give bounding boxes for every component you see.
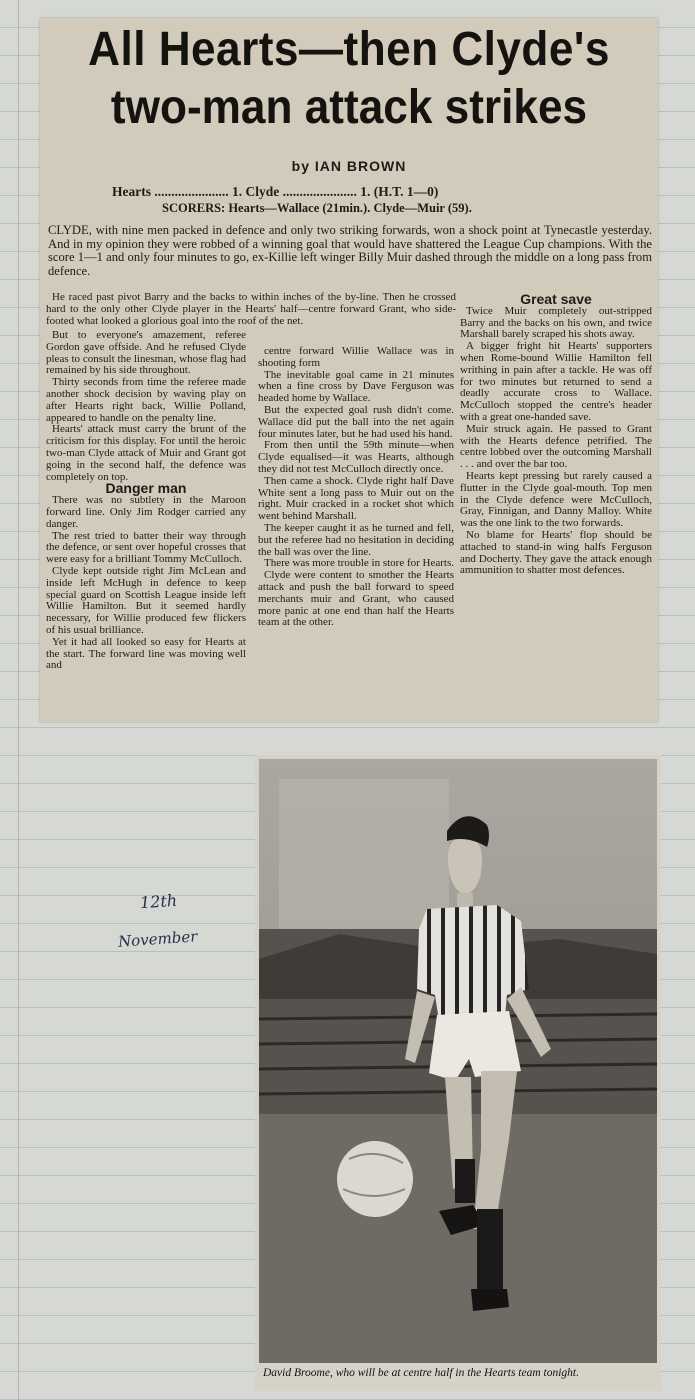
paragraph: Thirty seconds from time the referee made another shock decision by waving play on after Hearts right back, Willie Polland, appeared to handle on the penalty line. [46, 376, 246, 424]
wide-paragraph [46, 292, 456, 327]
scoreline: Hearts ...................... 1. Clyde ...................... 1. (H.T. 1—0) [112, 184, 439, 199]
headline [52, 23, 646, 134]
paragraph: Hearts' attack must carry the brunt of the criticism for this display. For until the heroic two-man Clyde attack of Muir and Grant got going in the second half, the defence was completely on top. [46, 423, 246, 483]
column-3 [460, 291, 652, 577]
footballer-photo [259, 759, 657, 1363]
photo-clipping [255, 755, 661, 1391]
paragraph: The rest tried to batter their way through the defence, or sent over hopeful crosses that were easy for a brilliant Tommy McCulloch. [46, 529, 246, 566]
photo-caption: David Broome, who will be at centre half in the Hearts team tonight. [263, 1367, 579, 1379]
paragraph: The keeper caught it as he turned and fell, but the referee had no hesitation in deciding the ball was over the line. [258, 521, 454, 558]
paragraph: The inevitable goal came in 21 minutes when a fine cross by Dave Ferguson was headed home by Wallace. [258, 368, 454, 405]
handwritten-month: November [117, 927, 198, 951]
paragraph: Clyde were content to smother the Hearts attack and push the ball forward to speed merchants muir and Grant, who caused more panic at one end than half the Hearts team at the other. [258, 569, 454, 629]
paragraph: But to everyone's amazement, referee Gordon gave offside. And he refused Clyde pleas to consult the linesman, whose flag had remained by his side throughout. [46, 329, 246, 377]
subheading-danger-man: Danger man [105, 480, 187, 497]
paragraph: But the expected goal rush didn't come. Wallace did put the ball into the net again four minutes later, but he had used his hand. [258, 403, 454, 440]
paragraph: From then until the 59th minute—when Clyde equalised—it was Hearts, although they did not test McCulloch directly once. [258, 439, 454, 475]
paragraph: centre forward Willie Wallace was in shooting form [258, 345, 454, 369]
headline-line-2: two-man attack strikes [110, 81, 588, 134]
paragraph: No blame for Hearts' flop should be attached to stand-in wing halfs Ferguson and Docherty. They gave the attack enough ammunition to shatter most defences. [460, 528, 652, 577]
paragraph: There was no subtlety in the Maroon forward line. Only Jim Rodger carried any danger. [46, 494, 246, 530]
column-2 [258, 346, 454, 629]
paragraph: Yet it had all looked so easy for Hearts at the start. The forward line was moving well and [46, 635, 246, 672]
handwritten-date: 12th [139, 890, 178, 913]
paragraph: A bigger fright hit Hearts' supporters when Rome-bound Willie Hamilton fell writhing in pain after a tackle. He was off for two minutes but returned to send a deadly accurate cross to Wallace. McCulloch stopped the centre's header with a great one-handed save. [460, 340, 652, 423]
paragraph: Then came a shock. Clyde right half Dave White sent a long pass to Muir out on the right. Muir cracked in a rocket shot which went behind Marshall. [258, 474, 454, 523]
paragraph: Muir struck again. He passed to Grant with the Hearts defence petrified. The centre lobbed over the outcoming Marshall . . . and over the bar too. [460, 422, 652, 471]
paragraph: There was more trouble in store for Hearts. [264, 557, 454, 570]
column-1 [46, 330, 246, 672]
paragraph: Clyde kept outside right Jim McLean and inside left McHugh in defence to keep special guard on Scottish League inside left Willie Hamilton. But it seemed hardly necessary, for Willie produced few flickers of his usual brilliance. [46, 564, 246, 636]
scorers: SCORERS: Hearts—Wallace (21min.). Clyde—Muir (59). [162, 201, 472, 215]
headline-line-1: All Hearts—then Clyde's [88, 23, 610, 76]
byline: by IAN BROWN [291, 158, 407, 174]
intro-paragraph: CLYDE, with nine men packed in defence and only two striking forwards, won a shock point at Tynecastle yesterday. And in my opinion they were robbed of a winning goal that would have shattered the League Cup champions. With the score 1—1 and only four minutes to go, ex-Killie left winger Billy Muir dashed through the middle on a long pass from defence. [48, 223, 652, 278]
subheading-great-save: Great save [520, 291, 592, 307]
paragraph: Twice Muir completely out-stripped Barry and the backs on his own, and twice Marshall barely scraped his shots away. [460, 304, 652, 341]
paragraph: Hearts kept pressing but rarely caused a flutter in the Clyde goal-mouth. Top men in the Clyde defence were McCulloch, Gray, Finnigan, and Danny Malloy. White was the one link to the two forwards. [460, 469, 652, 530]
margin-line [18, 0, 19, 1400]
newspaper-clipping [40, 18, 658, 722]
paragraph: He raced past pivot Barry and the backs to within inches of the by-line. Then he crossed hard to the only other Clyde player in the Hearts' half—centre forward Grant, who side-footed what looked a glorious goal into the roof of the net. [46, 291, 456, 327]
